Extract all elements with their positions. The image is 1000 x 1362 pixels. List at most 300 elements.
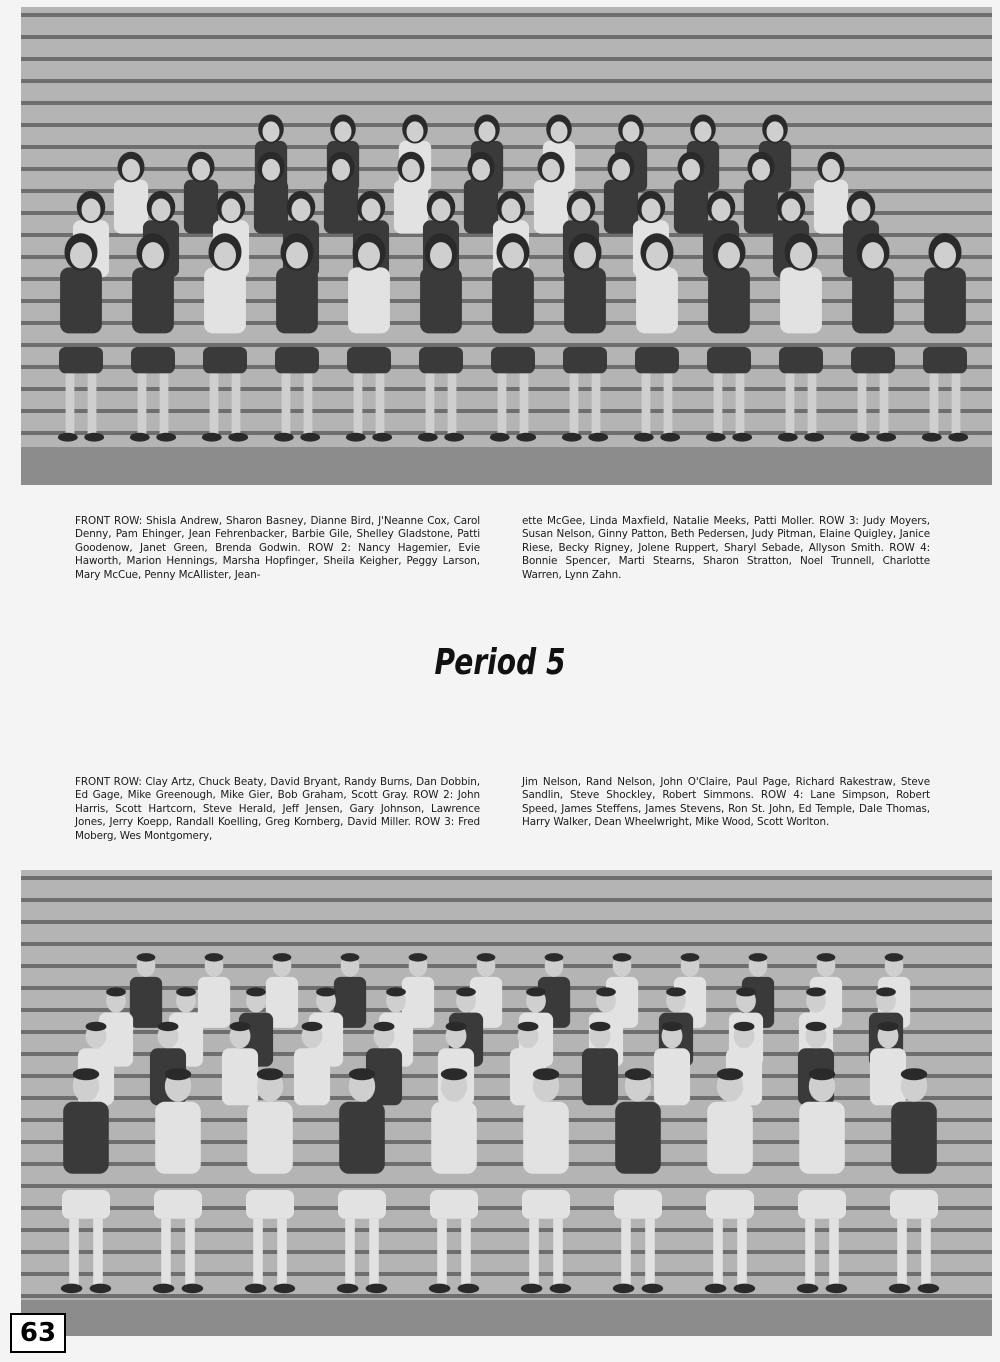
bleacher-step bbox=[21, 123, 992, 127]
person-shoe bbox=[705, 1284, 727, 1294]
person-hair bbox=[246, 987, 266, 996]
person-leg bbox=[160, 373, 169, 435]
person-hair bbox=[257, 1068, 283, 1080]
person-leg bbox=[232, 373, 241, 435]
caption-bottom-right bbox=[522, 776, 930, 830]
person-leg bbox=[277, 1219, 287, 1286]
person-face bbox=[192, 159, 210, 181]
person-shoe bbox=[918, 1284, 940, 1294]
person-shoe bbox=[274, 433, 294, 442]
person-shoe bbox=[245, 1284, 267, 1294]
person-hair bbox=[158, 1022, 179, 1031]
person-shoe bbox=[922, 433, 942, 442]
person-leg bbox=[448, 373, 457, 435]
person-leg bbox=[282, 373, 291, 435]
person-body bbox=[60, 267, 102, 333]
person-body bbox=[852, 267, 894, 333]
person-face bbox=[551, 121, 568, 141]
person-hair bbox=[176, 987, 196, 996]
person bbox=[60, 233, 102, 333]
person-hair bbox=[590, 1022, 611, 1031]
person-face bbox=[695, 121, 712, 141]
person-face bbox=[852, 198, 871, 221]
person bbox=[636, 233, 678, 333]
person-hair bbox=[817, 953, 836, 962]
person-face bbox=[612, 159, 630, 181]
person-body bbox=[814, 180, 848, 234]
person-hair bbox=[374, 1022, 395, 1031]
bleacher-step bbox=[21, 876, 992, 880]
person-shoe bbox=[876, 433, 896, 442]
person-shoe bbox=[826, 1284, 848, 1294]
person bbox=[324, 152, 358, 234]
person bbox=[604, 152, 638, 234]
person-body bbox=[324, 180, 358, 234]
person-shoe bbox=[458, 1284, 480, 1294]
caption-bottom-right-text: Jim Nelson, Rand Nelson, John O'Claire, Paul Page, Richard Rakestraw, Steve Sandlin, Steve Shockley, Robert Simmons. ROW 4: Lane Simpson, Robert Speed, James Steffens, James Stevens, Ron St. John, Ed Temple, Dale Thomas, Harry Walker, Dean Wheelwright, Mike Wood, Scott Worlton. bbox=[522, 776, 930, 829]
person-shoe bbox=[562, 433, 582, 442]
person-leg bbox=[69, 1219, 79, 1286]
person-body bbox=[615, 1102, 661, 1174]
person-shoe bbox=[61, 1284, 83, 1294]
person-leg bbox=[354, 373, 363, 435]
person-hair bbox=[901, 1068, 927, 1080]
person-leg bbox=[829, 1219, 839, 1286]
person-shoe bbox=[228, 433, 248, 442]
person-face bbox=[712, 198, 731, 221]
person-leg bbox=[138, 373, 147, 435]
person-lap bbox=[131, 347, 175, 373]
caption-top-right-text: ette McGee, Linda Maxfield, Natalie Meeks, Patti Moller. ROW 3: Judy Moyers, Susan Nelson, Ginny Patton, Beth Pedersen, Judy Pitman, Elaine Quigley, Janice Riese, Becky Rigney, Jolene Ruppert, Sharyl Sebade, Allyson Smith. ROW 4: Bonnie Spencer, Marti Stearns, Sharon Stratton, Noel Trunnell, Charlotte Warren, Lynn Zahn. bbox=[522, 515, 930, 581]
person bbox=[184, 152, 218, 234]
person-hair bbox=[302, 1022, 323, 1031]
person-body bbox=[523, 1102, 569, 1174]
person-shoe bbox=[588, 433, 608, 442]
person-lap bbox=[798, 1190, 846, 1219]
person bbox=[708, 233, 750, 333]
person-lap bbox=[522, 1190, 570, 1219]
person-shoe bbox=[613, 1284, 635, 1294]
person-leg bbox=[66, 373, 75, 435]
person bbox=[114, 152, 148, 234]
person-shoe bbox=[778, 433, 798, 442]
person-leg bbox=[664, 373, 673, 435]
person-shoe bbox=[797, 1284, 819, 1294]
person-lap bbox=[851, 347, 895, 373]
person-body bbox=[276, 267, 318, 333]
bleacher-step bbox=[21, 343, 992, 347]
person-leg bbox=[185, 1219, 195, 1286]
person-face bbox=[782, 198, 801, 221]
person bbox=[204, 233, 246, 333]
person-body bbox=[707, 1102, 753, 1174]
person-body bbox=[155, 1102, 201, 1174]
person-leg bbox=[714, 373, 723, 435]
person-shoe bbox=[642, 1284, 664, 1294]
person-shoe bbox=[660, 433, 680, 442]
person bbox=[492, 233, 534, 333]
person-face bbox=[574, 242, 596, 268]
person-lap bbox=[635, 347, 679, 373]
person-lap bbox=[890, 1190, 938, 1219]
person bbox=[420, 233, 462, 333]
person-leg bbox=[88, 373, 97, 435]
person-face bbox=[790, 242, 812, 268]
person bbox=[814, 152, 848, 234]
person-body bbox=[114, 180, 148, 234]
person-lap bbox=[154, 1190, 202, 1219]
person-leg bbox=[253, 1219, 263, 1286]
person-leg bbox=[529, 1219, 539, 1286]
bleacher-step bbox=[21, 986, 992, 990]
person-shoe bbox=[90, 1284, 112, 1294]
person bbox=[348, 233, 390, 333]
person-leg bbox=[376, 373, 385, 435]
bleacher-step bbox=[21, 167, 992, 171]
person-hair bbox=[878, 1022, 899, 1031]
bleacher-step bbox=[21, 13, 992, 17]
person-shoe bbox=[337, 1284, 359, 1294]
person-face bbox=[222, 198, 241, 221]
person-hair bbox=[809, 1068, 835, 1080]
person bbox=[744, 152, 778, 234]
person-leg bbox=[736, 373, 745, 435]
person-face bbox=[263, 121, 280, 141]
person-face bbox=[502, 242, 524, 268]
person-body bbox=[184, 180, 218, 234]
person-face bbox=[286, 242, 308, 268]
person-face bbox=[332, 159, 350, 181]
person-lap bbox=[275, 347, 319, 373]
person-body bbox=[204, 267, 246, 333]
person-face bbox=[70, 242, 92, 268]
person-face bbox=[292, 198, 311, 221]
person-face bbox=[752, 159, 770, 181]
person-hair bbox=[106, 987, 126, 996]
person-face bbox=[822, 159, 840, 181]
page-number: 63 bbox=[10, 1313, 66, 1353]
bleacher-step bbox=[21, 35, 992, 39]
person-lap bbox=[491, 347, 535, 373]
person-leg bbox=[553, 1219, 563, 1286]
person-leg bbox=[786, 373, 795, 435]
person-body bbox=[799, 1102, 845, 1174]
person-leg bbox=[345, 1219, 355, 1286]
caption-top-left bbox=[75, 515, 480, 582]
person-hair bbox=[681, 953, 700, 962]
person-body bbox=[420, 267, 462, 333]
person-hair bbox=[666, 987, 686, 996]
person-leg bbox=[921, 1219, 931, 1286]
person-body bbox=[708, 267, 750, 333]
person-leg bbox=[161, 1219, 171, 1286]
caption-bottom-left bbox=[75, 776, 480, 843]
bleacher-step bbox=[21, 920, 992, 924]
person-body bbox=[339, 1102, 385, 1174]
person-hair bbox=[273, 953, 292, 962]
person-leg bbox=[952, 373, 961, 435]
person bbox=[674, 152, 708, 234]
person-face bbox=[152, 198, 171, 221]
person-face bbox=[402, 159, 420, 181]
person-lap bbox=[62, 1190, 110, 1219]
person-face bbox=[718, 242, 740, 268]
person-leg bbox=[858, 373, 867, 435]
class-photo-bottom bbox=[21, 870, 992, 1336]
person-hair bbox=[613, 953, 632, 962]
person-body bbox=[744, 180, 778, 234]
person-lap bbox=[419, 347, 463, 373]
person-face bbox=[362, 198, 381, 221]
person-hair bbox=[662, 1022, 683, 1031]
person-leg bbox=[570, 373, 579, 435]
person-lap bbox=[203, 347, 247, 373]
person-hair bbox=[86, 1022, 107, 1031]
person-face bbox=[407, 121, 424, 141]
person-body bbox=[130, 977, 162, 1028]
person-hair bbox=[477, 953, 496, 962]
person-face bbox=[502, 198, 521, 221]
person-shoe bbox=[300, 433, 320, 442]
person-hair bbox=[806, 1022, 827, 1031]
person-shoe bbox=[634, 433, 654, 442]
person bbox=[394, 152, 428, 234]
person-body bbox=[348, 267, 390, 333]
person-face bbox=[934, 242, 956, 268]
person-face bbox=[682, 159, 700, 181]
person-lap bbox=[563, 347, 607, 373]
person-body bbox=[247, 1102, 293, 1174]
person-hair bbox=[446, 1022, 467, 1031]
person-body bbox=[582, 1048, 618, 1105]
person-hair bbox=[137, 953, 156, 962]
person-shoe bbox=[850, 433, 870, 442]
person-shoe bbox=[734, 1284, 756, 1294]
person-leg bbox=[897, 1219, 907, 1286]
person-lap bbox=[707, 347, 751, 373]
person-face bbox=[572, 198, 591, 221]
person bbox=[534, 152, 568, 234]
person-body bbox=[604, 180, 638, 234]
person-leg bbox=[520, 373, 529, 435]
person-body bbox=[464, 180, 498, 234]
person-hair bbox=[876, 987, 896, 996]
person bbox=[780, 233, 822, 333]
person-face bbox=[82, 198, 101, 221]
person-body bbox=[780, 267, 822, 333]
person-body bbox=[63, 1102, 109, 1174]
person bbox=[254, 152, 288, 234]
person-body bbox=[870, 1048, 906, 1105]
person-shoe bbox=[156, 433, 176, 442]
person-face bbox=[214, 242, 236, 268]
gym-floor bbox=[21, 1300, 992, 1336]
person-body bbox=[924, 267, 966, 333]
person-hair bbox=[734, 1022, 755, 1031]
bleacher-step bbox=[21, 101, 992, 105]
person-leg bbox=[642, 373, 651, 435]
person-hair bbox=[341, 953, 360, 962]
person-body bbox=[891, 1102, 937, 1174]
person-hair bbox=[165, 1068, 191, 1080]
person-hair bbox=[349, 1068, 375, 1080]
person-hair bbox=[409, 953, 428, 962]
person-hair bbox=[73, 1068, 99, 1080]
person-lap bbox=[923, 347, 967, 373]
person-hair bbox=[806, 987, 826, 996]
bleacher-step bbox=[21, 79, 992, 83]
person-shoe bbox=[153, 1284, 175, 1294]
bleacher-step bbox=[21, 145, 992, 149]
person-hair bbox=[230, 1022, 251, 1031]
person-shoe bbox=[58, 433, 78, 442]
person-shoe bbox=[130, 433, 150, 442]
person-shoe bbox=[444, 433, 464, 442]
person-shoe bbox=[429, 1284, 451, 1294]
person-shoe bbox=[516, 433, 536, 442]
gym-floor bbox=[21, 447, 992, 485]
person-lap bbox=[706, 1190, 754, 1219]
person-leg bbox=[737, 1219, 747, 1286]
bleacher-step bbox=[21, 1294, 992, 1298]
person-hair bbox=[386, 987, 406, 996]
person-body bbox=[654, 1048, 690, 1105]
person-shoe bbox=[948, 433, 968, 442]
person-leg bbox=[621, 1219, 631, 1286]
person-leg bbox=[880, 373, 889, 435]
person-hair bbox=[456, 987, 476, 996]
person-shoe bbox=[182, 1284, 204, 1294]
person-body bbox=[564, 267, 606, 333]
person-leg bbox=[713, 1219, 723, 1286]
person-lap bbox=[347, 347, 391, 373]
caption-top-left-text: FRONT ROW: Shisla Andrew, Sharon Basney, Dianne Bird, J'Neanne Cox, Carol Denny, Pam Ehinger, Jean Fehrenbacker, Barbie Gile, Shelley Gladstone, Patti Goodenow, Janet Green, Brenda Godwin. ROW 2: Nancy Hagemier, Evie Haworth, Marion Hennings, Marsha Hopfinger, Sheila Keigher, Peggy Larson, Mary McCue, Penny McAllister, Jean- bbox=[75, 515, 480, 581]
person-body bbox=[132, 267, 174, 333]
person-hair bbox=[749, 953, 768, 962]
person-hair bbox=[736, 987, 756, 996]
person bbox=[276, 233, 318, 333]
person-lap bbox=[430, 1190, 478, 1219]
person-body bbox=[431, 1102, 477, 1174]
person-hair bbox=[596, 987, 616, 996]
person-leg bbox=[592, 373, 601, 435]
person-face bbox=[642, 198, 661, 221]
person-shoe bbox=[521, 1284, 543, 1294]
person-face bbox=[262, 159, 280, 181]
bleacher-step bbox=[21, 964, 992, 968]
person-hair bbox=[625, 1068, 651, 1080]
person-leg bbox=[304, 373, 313, 435]
person-leg bbox=[805, 1219, 815, 1286]
person-face bbox=[358, 242, 380, 268]
person-shoe bbox=[372, 433, 392, 442]
person-shoe bbox=[550, 1284, 572, 1294]
person-hair bbox=[441, 1068, 467, 1080]
person-leg bbox=[808, 373, 817, 435]
bleacher-step bbox=[21, 898, 992, 902]
person bbox=[464, 152, 498, 234]
person-leg bbox=[426, 373, 435, 435]
person-shoe bbox=[804, 433, 824, 442]
person-leg bbox=[645, 1219, 655, 1286]
person-shoe bbox=[732, 433, 752, 442]
person-hair bbox=[533, 1068, 559, 1080]
bleacher-step bbox=[21, 942, 992, 946]
bleacher-step bbox=[21, 57, 992, 61]
person-face bbox=[432, 198, 451, 221]
person-body bbox=[534, 180, 568, 234]
person-face bbox=[472, 159, 490, 181]
person-face bbox=[646, 242, 668, 268]
person-shoe bbox=[366, 1284, 388, 1294]
girls-group-photo bbox=[21, 7, 992, 485]
person-body bbox=[636, 267, 678, 333]
person bbox=[852, 233, 894, 333]
person-leg bbox=[930, 373, 939, 435]
person-shoe bbox=[418, 433, 438, 442]
page-title: Period 5 bbox=[434, 642, 566, 683]
person-shoe bbox=[889, 1284, 911, 1294]
person-face bbox=[142, 242, 164, 268]
person bbox=[924, 233, 966, 333]
caption-top-right bbox=[522, 515, 930, 582]
person-body bbox=[674, 180, 708, 234]
person-face bbox=[430, 242, 452, 268]
person bbox=[564, 233, 606, 333]
person-lap bbox=[246, 1190, 294, 1219]
person-body bbox=[222, 1048, 258, 1105]
person bbox=[132, 233, 174, 333]
person-lap bbox=[59, 347, 103, 373]
person-face bbox=[335, 121, 352, 141]
person-shoe bbox=[274, 1284, 296, 1294]
person-leg bbox=[93, 1219, 103, 1286]
person-leg bbox=[437, 1219, 447, 1286]
person-leg bbox=[369, 1219, 379, 1286]
person-body bbox=[394, 180, 428, 234]
person-lap bbox=[779, 347, 823, 373]
class-photo-top bbox=[21, 7, 992, 485]
person-hair bbox=[885, 953, 904, 962]
person-body bbox=[294, 1048, 330, 1105]
person-face bbox=[623, 121, 640, 141]
bleacher-step bbox=[21, 1008, 992, 1012]
person-shoe bbox=[706, 433, 726, 442]
person-face bbox=[122, 159, 140, 181]
person-hair bbox=[316, 987, 336, 996]
person-face bbox=[767, 121, 784, 141]
person-face bbox=[542, 159, 560, 181]
person-body bbox=[254, 180, 288, 234]
person-shoe bbox=[202, 433, 222, 442]
caption-bottom-left-text: FRONT ROW: Clay Artz, Chuck Beaty, David Bryant, Randy Burns, Dan Dobbin, Ed Gage, Mike Greenough, Mike Gier, Bob Graham, Scott Gray. ROW 2: John Harris, Scott Hartcorn, Steve Herald, Jeff Jensen, Gary Johnson, Lawrence Jones, Jerry Koepp, Randall Koelling, Greg Kornberg, David Miller. ROW 3: Fred Moberg, Wes Montgomery, bbox=[75, 776, 480, 842]
person-body bbox=[492, 267, 534, 333]
person-hair bbox=[717, 1068, 743, 1080]
person-hair bbox=[545, 953, 564, 962]
person-hair bbox=[526, 987, 546, 996]
person-leg bbox=[461, 1219, 471, 1286]
person-hair bbox=[518, 1022, 539, 1031]
person-shoe bbox=[346, 433, 366, 442]
boys-group-photo bbox=[21, 870, 992, 1336]
person-shoe bbox=[490, 433, 510, 442]
person-lap bbox=[338, 1190, 386, 1219]
person-hair bbox=[205, 953, 224, 962]
person-shoe bbox=[84, 433, 104, 442]
bleacher-step bbox=[21, 1184, 992, 1188]
person-face bbox=[479, 121, 496, 141]
person-lap bbox=[614, 1190, 662, 1219]
